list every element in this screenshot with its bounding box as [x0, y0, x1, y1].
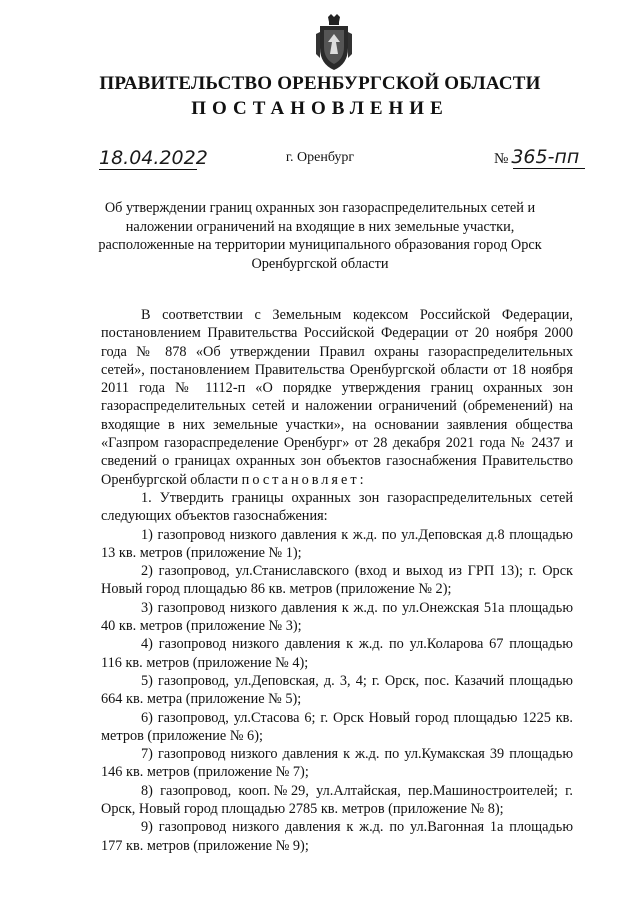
number-underline — [513, 168, 585, 169]
date-value: 18.04.2022 — [99, 147, 208, 169]
document-body — [101, 306, 573, 855]
government-title: ПРАВИТЕЛЬСТВО ОРЕНБУРГСКОЙ ОБЛАСТИ — [99, 73, 541, 94]
document-number — [494, 146, 579, 168]
list-item: 1) газопровод низкого давления к ж.д. по ул.Деповская д.8 площадью 13 кв. метров (приложение № 1); — [101, 526, 573, 561]
number-value: 365-пп — [511, 146, 580, 168]
number-label: № — [494, 151, 509, 167]
list-item: 9) газопровод низкого давления к ж.д. по ул.Вагонная 1а площадью 177 кв. метров (приложение № 9); — [101, 819, 573, 854]
list-item: 6) газопровод, ул.Стасова 6; г. Орск Новый город площадью 1225 кв. метров (приложение № 6); — [101, 709, 573, 744]
preamble-text: В соответствии с Земельным кодексом Российской Федерации, постановлением Правительства Российской Федерации от 20 ноября 2000 года № 878 «Об утверждении Правил охраны газораспределительных сетей», постановлением Правительства Оренбургской области от 18 ноября 2011 года № 1112-п «О порядке утверждения границ охранных зон газораспределительных сетей и наложении ограничений (обременений) на входящие в них земельные участки», на основании заявления общества «Газпром газораспределение Оренбург» от 28 декабря 2021 года № 2437 и сведений о границах охранных зон объектов газоснабжения Правительство Оренбургской области — [101, 307, 573, 488]
clause-1: 1. Утвердить границы охранных зон газораспределительных сетей следующих объектов газоснабжения: — [101, 489, 573, 525]
date-underline — [99, 169, 197, 170]
resolves-word: постановляет: — [241, 471, 367, 488]
list-item: 5) газопровод, ул.Деповская, д. 3, 4; г. Орск, пос. Казачий площадью 664 кв. метра (приложение № 5); — [101, 672, 573, 708]
coat-of-arms-icon — [314, 14, 354, 72]
list-item: 2) газопровод, ул.Станиславского (вход и выход из ГРП 13); г. Орск Новый город площадью 86 кв. метров (приложение № 2); — [101, 563, 573, 598]
document-kind-title: ПОСТАНОВЛЕНИЕ — [191, 98, 449, 119]
preamble-paragraph — [101, 306, 573, 489]
list-item: 7) газопровод низкого давления к ж.д. по ул.Кумакская 39 площадью 146 кв. метров (приложение № 7); — [101, 746, 573, 781]
document-heading: Об утверждении границ охранных зон газораспределительных сетей и наложении ограничений на входящие в них земельные участки, расположенные на территории муниципального образования город Орск Оренбургской области — [98, 200, 542, 272]
list-item: 4) газопровод низкого давления к ж.д. по ул.Коларова 67 площадью 116 кв. метров (приложение № 4); — [101, 636, 573, 671]
list-item: 3) газопровод низкого давления к ж.д. по ул.Онежская 51а площадью 40 кв. метров (приложение № 3); — [101, 599, 573, 635]
city: г. Оренбург — [285, 150, 355, 165]
list-item: 8) газопровод, кооп.№29, ул.Алтайская, пер.Машиностроителей; г. Орск, Новый город площадью 2785 кв. метров (приложение № 8); — [101, 782, 573, 818]
